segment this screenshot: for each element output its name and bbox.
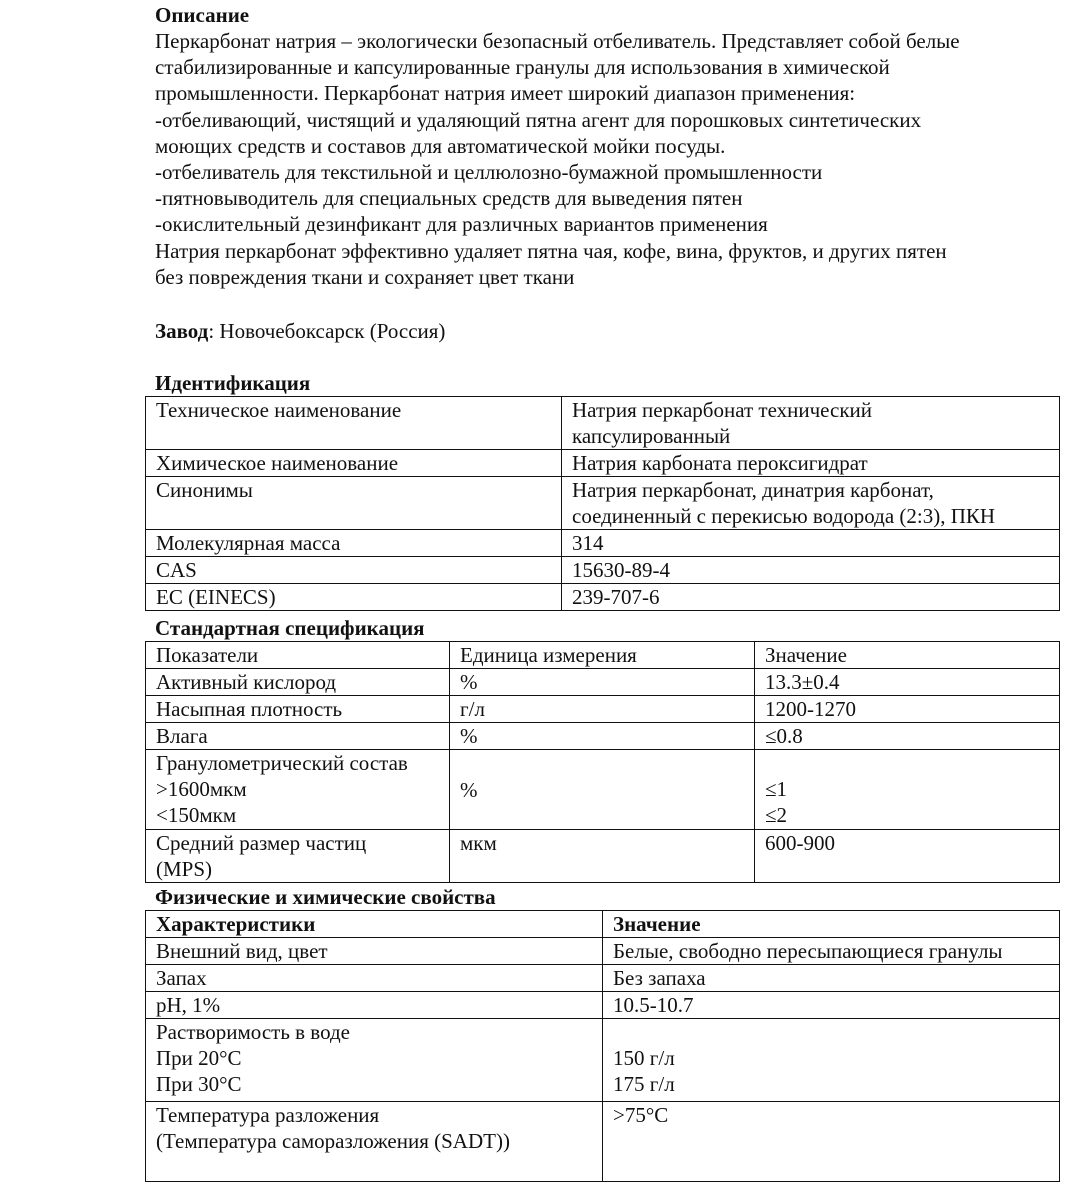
table-row <box>146 723 1060 750</box>
spec-param-cell: Влага <box>146 723 450 750</box>
table-row <box>146 1102 1060 1182</box>
id-name-cell: Молекулярная масса <box>146 530 562 557</box>
spec-header-cell: Единица измерения <box>450 642 755 669</box>
table-header-row <box>146 642 1060 669</box>
table-row <box>146 557 1060 584</box>
identification-heading: Идентификация <box>155 371 311 395</box>
physchem-value-cell: Без запаха <box>603 965 1060 992</box>
physchem-name-line: (Температура саморазложения (SADT)) <box>156 1129 510 1153</box>
description-heading: Описание <box>155 3 250 27</box>
physchem-header-cell: Характеристики <box>146 911 603 938</box>
table-row <box>146 965 1060 992</box>
physchem-name-line: При 30°С <box>156 1072 242 1096</box>
physchem-value-cell: 10.5-10.7 <box>603 992 1060 1019</box>
description-text <box>155 28 1055 290</box>
id-name-cell: CAS <box>146 557 562 584</box>
physchem-value-text: Белые, свободно пересыпающиеся гранулы <box>613 939 1003 963</box>
table-row <box>146 938 1060 965</box>
id-name-cell: Техническое наименование <box>146 397 562 450</box>
spec-value-cell: 600-900 <box>755 830 1060 883</box>
spec-param-line: Средний размер частиц <box>156 831 367 855</box>
id-value-line: Натрия перкарбонат, динатрия карбонат, <box>572 478 934 502</box>
spec-param-line: >1600мкм <box>156 777 247 801</box>
spec-value-cell: ≤0.8 <box>755 723 1060 750</box>
spec-unit-cell: % <box>450 723 755 750</box>
table-row <box>146 584 1060 611</box>
id-value-cell <box>562 397 1060 450</box>
plant-line <box>155 318 445 344</box>
spec-value-cell: 13.3±0.4 <box>755 669 1060 696</box>
spec-heading: Стандартная спецификация <box>155 616 425 640</box>
description-line: -отбеливающий, чистящий и удаляющий пятна агент для порошковых синтетических <box>155 107 922 132</box>
spec-param-cell <box>146 830 450 883</box>
physchem-name-cell: pH, 1% <box>146 992 603 1019</box>
description-line: -пятновыводитель для специальных средств для выведения пятен <box>155 186 743 211</box>
spec-param-line: Гранулометрический состав <box>156 751 408 775</box>
physchem-value-line: 150 г/л <box>613 1046 675 1070</box>
table-row <box>146 696 1060 723</box>
table-row <box>146 397 1060 450</box>
description-line: Перкарбонат натрия – экологически безопасный отбеливатель. Представляет собой белые <box>155 29 960 53</box>
physchem-name-cell <box>146 1019 603 1102</box>
id-value-line: Натрия перкарбонат технический <box>572 398 873 422</box>
spec-unit-cell: г/л <box>450 696 755 723</box>
description-line: -окислительный дезинфикант для различных вариантов применения <box>155 212 768 237</box>
physchem-name-line: Температура разложения <box>156 1103 380 1127</box>
description-line: Натрия перкарбонат эффективно удаляет пятна чая, кофе, вина, фруктов, и других пятен <box>155 238 947 263</box>
table-row <box>146 992 1060 1019</box>
spec-header-cell: Показатели <box>146 642 450 669</box>
physchem-name-cell <box>146 1102 603 1182</box>
description-line: стабилизированные и капсулированные гранулы для использования в химической <box>155 55 890 80</box>
spec-param-cell: Активный кислород <box>146 669 450 696</box>
id-value-cell: 239-707-6 <box>562 584 1060 611</box>
table-row <box>146 477 1060 530</box>
table-row <box>146 530 1060 557</box>
spec-param-line: (MPS) <box>156 857 213 881</box>
table-row <box>146 830 1060 883</box>
spec-unit-cell <box>450 750 755 830</box>
plant-label: Завод <box>155 319 209 343</box>
physchem-value-cell <box>603 938 1060 965</box>
id-name-cell: Синонимы <box>146 477 562 530</box>
spec-param-line: <150мкм <box>156 803 237 827</box>
id-value-cell: Натрия карбоната пероксигидрат <box>562 450 1060 477</box>
plant-value: : Новочебоксарск (Россия) <box>208 319 446 343</box>
description-line: моющих средств и составов для автоматической мойки посуды. <box>155 133 726 158</box>
physchem-heading: Физические и химические свойства <box>155 885 496 909</box>
description-line: промышленности. Перкарбонат натрия имеет широкий диапазон применения: <box>155 81 856 106</box>
description-line: без повреждения ткани и сохраняет цвет ткани <box>155 264 575 289</box>
spec-table <box>145 641 1060 883</box>
spec-unit-cell: мкм <box>450 830 755 883</box>
table-header-row <box>146 911 1060 938</box>
spec-header-cell: Значение <box>755 642 1060 669</box>
spec-value-line <box>765 750 1059 776</box>
spec-value-line: ≤2 <box>765 803 788 827</box>
table-row <box>146 1019 1060 1102</box>
id-name-cell: EC (EINECS) <box>146 584 562 611</box>
id-value-cell: 15630-89-4 <box>562 557 1060 584</box>
physchem-name-cell: Внешний вид, цвет <box>146 938 603 965</box>
id-value-cell: 314 <box>562 530 1060 557</box>
description-line: -отбеливатель для текстильной и целлюлозно-бумажной промышленности <box>155 160 823 185</box>
id-value-line: капсулированный <box>572 424 731 448</box>
spec-param-cell: Насыпная плотность <box>146 696 450 723</box>
spec-value-line: ≤1 <box>765 777 788 801</box>
physchem-value-line <box>613 1019 1059 1045</box>
table-row <box>146 450 1060 477</box>
physchem-name-line: При 20°С <box>156 1046 242 1070</box>
physchem-value-cell: >75°С <box>603 1102 1060 1182</box>
spec-param-cell <box>146 750 450 830</box>
spec-value-cell <box>755 750 1060 830</box>
physchem-header-cell: Значение <box>603 911 1060 938</box>
table-row <box>146 750 1060 830</box>
id-value-line: соединенный с перекисью водорода (2:3), ПКН <box>572 504 996 528</box>
id-name-cell: Химическое наименование <box>146 450 562 477</box>
physchem-table <box>145 910 1060 1182</box>
identification-table <box>145 396 1060 611</box>
spec-value-cell: 1200-1270 <box>755 696 1060 723</box>
spec-unit-cell: % <box>450 669 755 696</box>
spec-unit-text: % <box>460 777 478 802</box>
physchem-value-line: 175 г/л <box>613 1072 675 1096</box>
id-value-cell <box>562 477 1060 530</box>
physchem-name-line: Растворимость в воде <box>156 1020 350 1044</box>
physchem-name-cell: Запах <box>146 965 603 992</box>
physchem-value-cell <box>603 1019 1060 1102</box>
table-row <box>146 669 1060 696</box>
